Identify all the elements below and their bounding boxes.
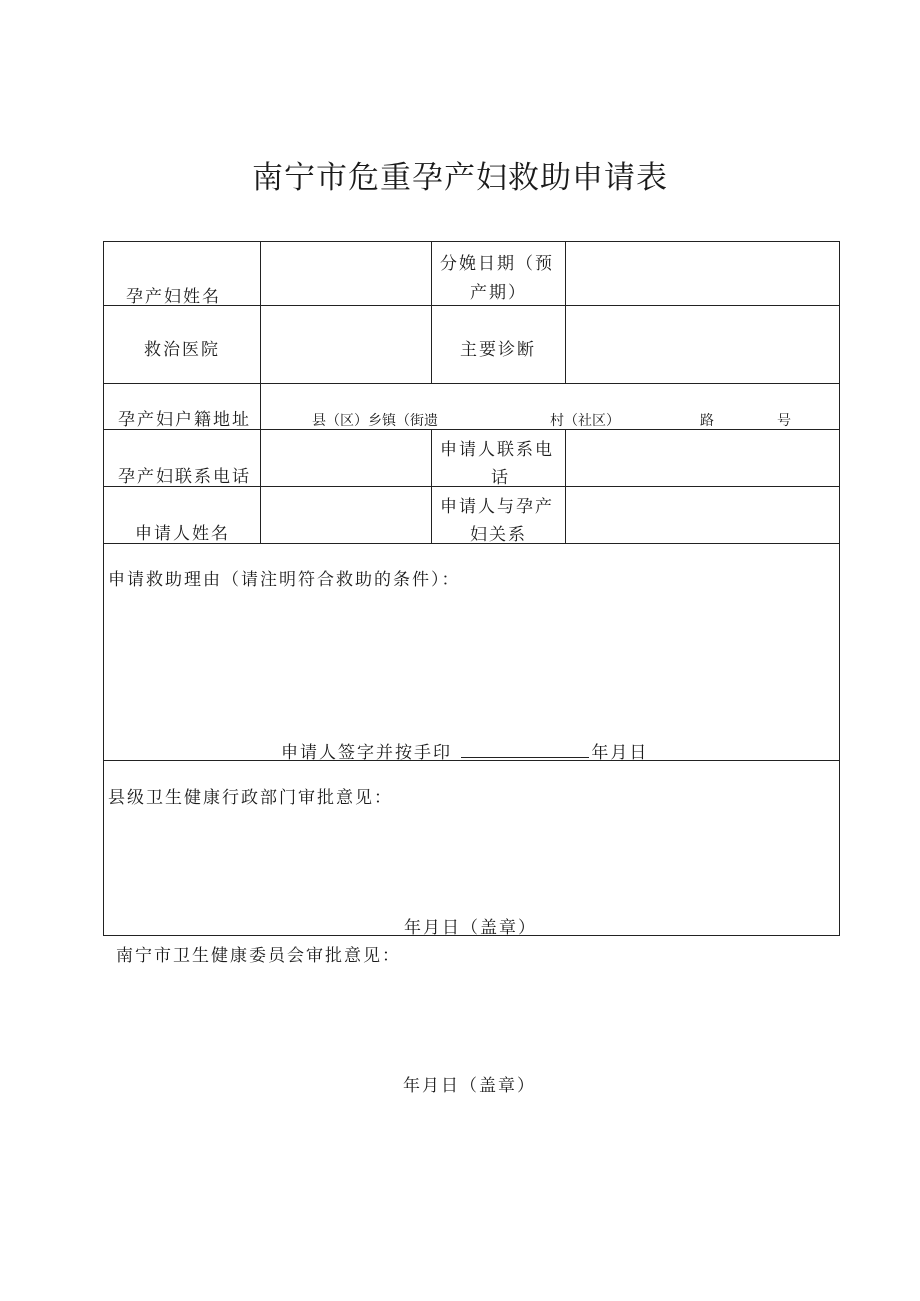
address-number-label: 号 — [777, 413, 791, 429]
reason-label: 申请救助理由（请注明符合救助的条件）： — [108, 570, 461, 590]
city-approval-date-seal: 年月日（盖章） — [403, 1076, 536, 1096]
address-village-label: 村（社区） — [550, 413, 620, 429]
city-approval-field[interactable] — [116, 970, 816, 1065]
column-divider — [431, 429, 432, 543]
city-approval-label: 南宁市卫生健康委员会审批意见： — [116, 946, 401, 966]
county-approval-label: 县级卫生健康行政部门审批意见： — [108, 788, 393, 808]
signature-field[interactable] — [461, 743, 589, 758]
relation-field[interactable] — [566, 487, 840, 543]
reason-field[interactable] — [104, 594, 840, 734]
applicant-phone-label: 申请人联系电 — [440, 440, 554, 460]
county-approval-field[interactable] — [104, 812, 840, 907]
phone-field[interactable] — [261, 430, 431, 486]
applicant-phone-field[interactable] — [566, 430, 840, 486]
applicant-name-label: 申请人姓名 — [135, 524, 230, 544]
diagnosis-field[interactable] — [566, 306, 840, 383]
county-approval-date-seal: 年月日（盖章） — [404, 918, 537, 938]
hospital-field[interactable] — [261, 306, 431, 383]
relation-label: 申请人与孕产 — [440, 497, 554, 517]
diagnosis-label: 主要诊断 — [460, 340, 536, 360]
signature-line — [281, 738, 648, 763]
applicant-name-field[interactable] — [261, 487, 431, 543]
column-divider — [431, 242, 432, 383]
address-road-label: 路 — [700, 413, 714, 429]
delivery-date-field[interactable] — [566, 242, 840, 305]
application-form — [103, 241, 840, 936]
phone-label: 孕产妇联系电话 — [118, 467, 251, 487]
applicant-phone-label-cont: 话 — [491, 468, 510, 488]
name-field[interactable] — [261, 242, 431, 305]
page-title: 南宁市危重孕产妇救助申请表 — [252, 160, 668, 196]
delivery-date-label-cont: 产期） — [470, 283, 527, 303]
row-divider — [104, 383, 839, 384]
hospital-label: 救治医院 — [144, 340, 220, 360]
signature-label: 申请人签字并按手印 — [281, 743, 452, 763]
name-label: 孕产妇姓名 — [126, 287, 221, 307]
address-county-label: 县（区）乡镇（街遗 — [312, 413, 438, 429]
delivery-date-label: 分娩日期（预 — [440, 254, 554, 274]
relation-label-cont: 妇关系 — [470, 525, 527, 545]
signature-date: 年月日 — [591, 743, 649, 763]
address-label: 孕产妇户籍地址 — [118, 410, 251, 430]
